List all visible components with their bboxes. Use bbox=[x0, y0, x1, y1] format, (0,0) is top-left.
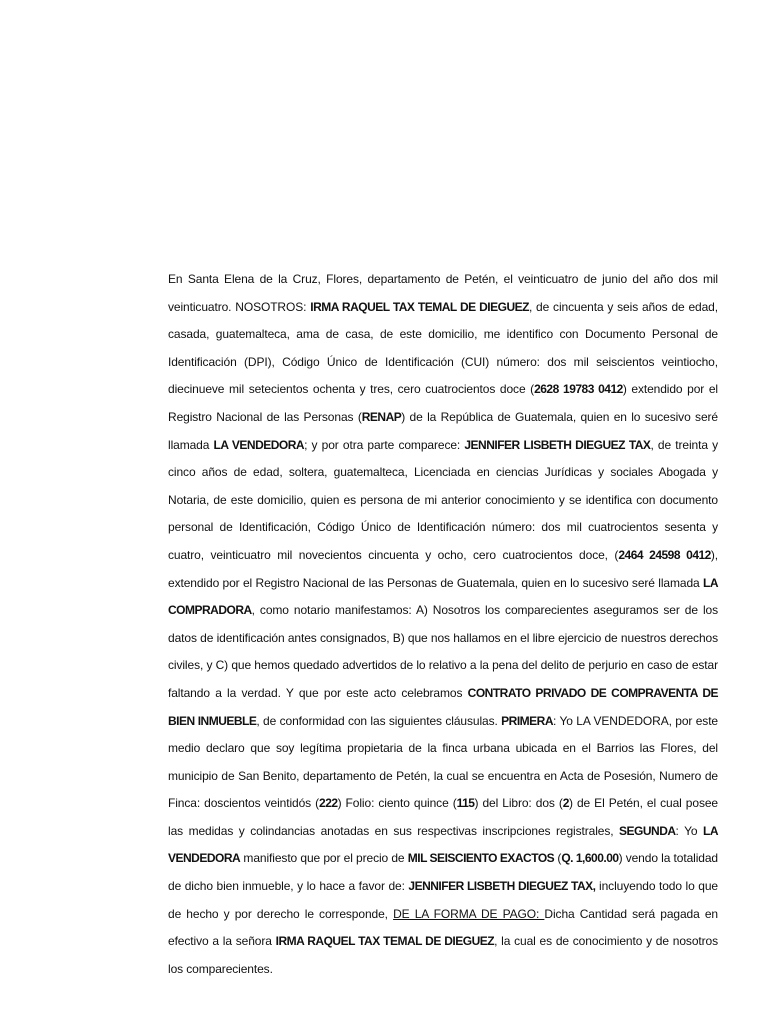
text-segment: ; y por otra parte comparece: bbox=[304, 437, 465, 452]
bold-text-segment: 2 bbox=[562, 796, 569, 811]
bold-text-segment: LA COMPRADORA bbox=[168, 575, 718, 618]
bold-text-segment: MIL SEISCIENTO EXACTOS bbox=[407, 851, 555, 866]
text-segment: : Yo LA VENDEDORA, por este medio declaro que soy legítima propietaria de la finca urbana ubicada en el Barrios las Flores, del municipio de San Benito, departamento de Petén, la cual se encuentra en Acta de Posesión, Numero de Finca: doscientos veintidós ( bbox=[168, 713, 719, 811]
text-segment: ) de la República de Guatemala, quien en lo sucesivo seré llamada bbox=[168, 409, 718, 452]
text-segment: incluyendo todo lo que de hecho y por derecho le corresponde, bbox=[168, 879, 718, 921]
bold-text-segment: 2628 19783 0412 bbox=[534, 382, 623, 397]
bold-text-segment: LA VENDEDORA bbox=[168, 823, 718, 866]
bold-text-segment: Q. 1,600.00 bbox=[561, 851, 619, 866]
text-segment: ) de El Petén, el cual posee las medidas y colindancias anotadas en sus respectivas inscripciones registrales, bbox=[168, 796, 718, 838]
text-segment: ) del Libro: dos ( bbox=[474, 796, 563, 811]
text-segment: : Yo bbox=[675, 823, 703, 838]
bold-text-segment: IRMA RAQUEL TAX TEMAL DE DIEGUEZ bbox=[310, 299, 529, 314]
text-segment: Dicha Cantidad será pagada en efectivo a la señora bbox=[168, 906, 718, 949]
text-segment: ), extendido por el Registro Nacional de las Personas de Guatemala, quien en lo sucesivo seré llamada bbox=[168, 547, 718, 590]
text-segment: , de conformidad con las siguientes cláusulas. bbox=[256, 713, 502, 728]
contract-paragraph bbox=[168, 266, 718, 983]
bold-text-segment: IRMA RAQUEL TAX TEMAL DE DIEGUEZ bbox=[275, 934, 495, 949]
text-segment: manifiesto que por el precio de bbox=[240, 851, 408, 866]
bold-text-segment: RENAP bbox=[361, 409, 402, 424]
text-segment: ( bbox=[554, 851, 562, 866]
text-segment: , de cincuenta y seis años de edad, casada, guatemalteca, ama de casa, de este domicilio, me identifico con Documento Personal de Identificación (DPI), Código Único de Identificación (CUI) número: dos mil seiscientos veintiocho, diecinueve mil setecientos ochenta y tres, cero cuatrocientos doce ( bbox=[168, 299, 718, 397]
bold-text-segment: JENNIFER LISBETH DIEGUEZ TAX bbox=[464, 437, 651, 452]
bold-text-segment: 222 bbox=[319, 796, 338, 811]
text-segment: ) extendido por el Registro Nacional de las Personas ( bbox=[168, 382, 718, 424]
bold-text-segment: LA VENDEDORA bbox=[213, 437, 305, 452]
underlined-heading-segment: DE LA FORMA DE PAGO: bbox=[393, 906, 545, 921]
text-segment: En Santa Elena de la Cruz, Flores, departamento de Petén, el veinticuatro de junio del año dos mil veinticuatro. NOSOTROS: bbox=[168, 272, 718, 314]
text-segment: , la cual es de conocimiento y de nosotros los comparecientes. bbox=[168, 934, 719, 976]
bold-text-segment: JENNIFER LISBETH DIEGUEZ TAX, bbox=[408, 879, 596, 894]
text-segment: , como notario manifestamos: A) Nosotros los comparecientes aseguramos ser de los datos de identificación antes consignados, B) que nos hallamos en el libre ejercicio de nuestros derechos civiles, y C) que hemos quedado advertidos de lo relativo a la pena del delito de perjurio en caso de estar faltando a la verdad. Y que por este acto celebramos bbox=[168, 603, 718, 700]
bold-text-segment: 2464 24598 0412 bbox=[618, 547, 711, 562]
bold-text-segment: PRIMERA bbox=[501, 713, 553, 728]
text-segment: ) vendo la totalidad de dicho bien inmueble, y lo hace a favor de: bbox=[168, 851, 719, 894]
bold-text-segment: 115 bbox=[456, 796, 475, 811]
text-segment: , de treinta y cinco años de edad, soltera, guatemalteca, Licenciada en ciencias Jurídicas y sociales Abogada y Notaria, de este domicilio, quien es persona de mi anterior conocimiento y se identifica con documento personal de Identificación, Código Único de Identificación número: dos mil cuatrocientos sesenta y cuatro, veinticuatro mil novecientos cincuenta y ocho, cero cuatrocientos doce, ( bbox=[168, 437, 719, 562]
text-segment: ) Folio: ciento quince ( bbox=[337, 796, 457, 811]
bold-text-segment: SEGUNDA bbox=[619, 823, 676, 838]
bold-text-segment: CONTRATO PRIVADO DE COMPRAVENTA DE BIEN INMUEBLE bbox=[168, 685, 718, 728]
